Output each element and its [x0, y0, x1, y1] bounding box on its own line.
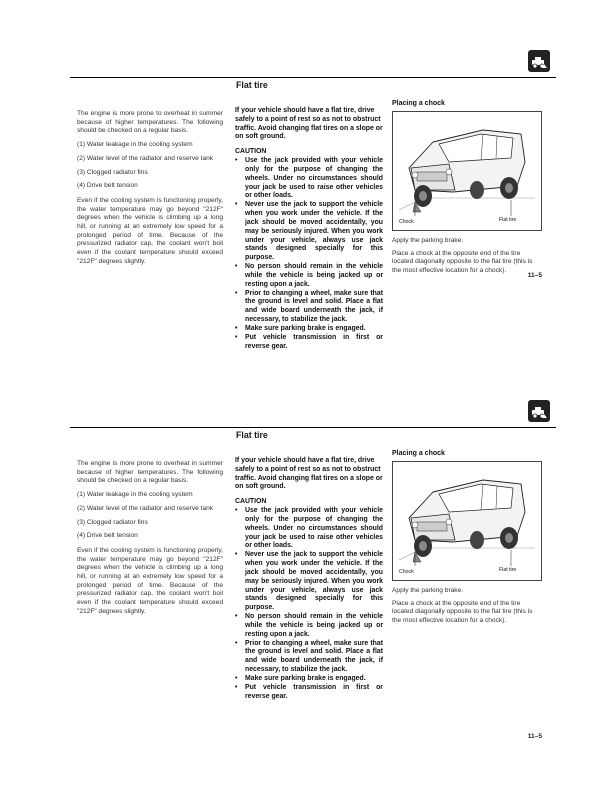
- caution-heading: CAUTION: [235, 148, 267, 156]
- bullet-icon: •: [235, 157, 238, 165]
- list-item: • Use the jack provided with your vehicle only for the purpose of changing the wheels. Under no circumstances should your jack be used to raise other vehicles or other loads.: [235, 507, 383, 550]
- bullet-icon: •: [235, 263, 238, 271]
- figure-title: Placing a chock: [392, 100, 445, 107]
- list-item: (1) Water leakage in the cooling system: [77, 491, 193, 499]
- list-item: • Put vehicle transmission in first or reverse gear.: [235, 683, 383, 700]
- list-item: • Prior to changing a wheel, make sure that the ground is level and solid. Place a flat and wide board underneath the jack, if necessary, to stabilize the jack.: [235, 639, 383, 674]
- bullet-icon: •: [235, 333, 238, 341]
- bullet-icon: •: [235, 613, 238, 621]
- vehicle-chock-illustration: [392, 111, 542, 231]
- list-item: • Put vehicle transmission in first or reverse gear.: [235, 333, 383, 350]
- list-item: • Never use the jack to support the vehicle when you work under the vehicle. If the jack should be moved accidentally, you may be seriously injured. When you work under your vehicle, always use jack stands designed specially for this purpose.: [235, 551, 383, 612]
- bullet-icon: •: [235, 201, 238, 209]
- bullet-icon: •: [235, 507, 238, 515]
- page-section-bottom: [0, 400, 612, 750]
- flat-tire-label: Flat tire: [499, 567, 517, 574]
- bullet-icon: •: [235, 639, 238, 647]
- cooling-text: [77, 110, 223, 272]
- list-item: • Prior to changing a wheel, make sure that the ground is level and solid. Place a flat and wide board underneath the jack, if necessary, to stabilize the jack.: [235, 289, 383, 324]
- chock-placement-text: Place a chock at the opposite end of the tire located diagonally opposite to the flat tire (this is the most effective location for a chock).: [392, 249, 533, 274]
- parking-brake-text: Apply the parking brake.: [392, 587, 464, 595]
- chock-label: Chock: [399, 219, 414, 226]
- bullet-icon: •: [235, 324, 238, 332]
- vehicle-chock-illustration: [392, 461, 542, 581]
- flat-tire-label: Flat tire: [499, 217, 517, 224]
- cooling-text: [77, 460, 223, 622]
- bullet-icon: •: [235, 289, 238, 297]
- list-item: (4) Drive belt tension: [77, 532, 138, 540]
- figure-title: Placing a chock: [392, 450, 445, 457]
- list-item: (2) Water level of the radiator and reserve tank: [77, 504, 214, 512]
- list-item: (1) Water leakage in the cooling system: [77, 141, 193, 149]
- list-item: (4) Drive belt tension: [77, 182, 138, 190]
- warning-text: If your vehicle should have a flat tire, drive safely to a point of rest so as not to obstruct traffic. Avoid changing flat tires on a slope or on soft ground.: [235, 457, 383, 491]
- list-item: (2) Water level of the radiator and reserve tank: [77, 154, 214, 162]
- list-item: • Make sure parking brake is engaged.: [235, 674, 366, 682]
- warning-text: If your vehicle should have a flat tire, drive safely to a point of rest so as not to obstruct traffic. Avoid changing flat tires on a slope or on soft ground.: [235, 107, 383, 141]
- list-item: (3) Clogged radiator fins: [77, 168, 148, 176]
- chock-section: [392, 99, 542, 275]
- vehicle-drawing: [393, 462, 541, 580]
- chock-placement-text: Place a chock at the opposite end of the tire located diagonally opposite to the flat tire (this is the most effective location for a chock).: [392, 599, 533, 624]
- car-jack-icon: [528, 50, 550, 72]
- intro-text: The engine is more prone to overheat in summer because of higher temperatures. The following should be checked on a regular basis.: [77, 110, 223, 135]
- caution-list: [235, 507, 383, 701]
- list-item: • Use the jack provided with your vehicle only for the purpose of changing the wheels. Under no circumstances should your jack be used to raise other vehicles or other loads.: [235, 157, 383, 200]
- list-item: • No person should remain in the vehicle while the vehicle is being jacked up or resting upon a jack.: [235, 263, 383, 288]
- header-rule: [70, 427, 556, 428]
- intro-text: The engine is more prone to overheat in summer because of higher temperatures. The following should be checked on a regular basis.: [77, 460, 223, 485]
- header-rule: [70, 77, 556, 78]
- caution-list: [235, 157, 383, 351]
- page-title: Flat tire: [236, 430, 268, 440]
- list-item: (3) Clogged radiator fins: [77, 518, 148, 526]
- chock-section: [392, 449, 542, 625]
- overheat-text: Even if the cooling system is functioning properly, the water temperature may go beyond "212F" degrees when the vehicle is climbing up a long hill, or running at an extremely low speed for a prolonged period of time. Because of the pressurized radiator cap, the coolant won't boil even if the coolant temperature should exceed "212F" degrees slightly.: [77, 196, 223, 265]
- parking-brake-text: Apply the parking brake.: [392, 237, 464, 245]
- list-item: • Make sure parking brake is engaged.: [235, 324, 366, 332]
- flat-tire-instructions: [235, 457, 383, 701]
- page-number: 11–5: [527, 272, 542, 279]
- overheat-text: Even if the cooling system is functioning properly, the water temperature may go beyond "212F" degrees when the vehicle is climbing up a long hill, or running at an extremely low speed for a prolonged period of time. Because of the pressurized radiator cap, the coolant won't boil even if the coolant temperature should exceed "212F" degrees slightly.: [77, 546, 223, 615]
- bullet-icon: •: [235, 551, 238, 559]
- list-item: • Never use the jack to support the vehicle when you work under the vehicle. If the jack should be moved accidentally, you may be seriously injured. When you work under your vehicle, always use jack stands designed specially for this purpose.: [235, 201, 383, 262]
- car-jack-icon: [528, 400, 550, 422]
- caution-heading: CAUTION: [235, 498, 267, 506]
- chock-label: Chock: [399, 569, 414, 576]
- page-title: Flat tire: [236, 80, 268, 90]
- vehicle-drawing: [393, 112, 541, 230]
- flat-tire-instructions: [235, 107, 383, 351]
- bullet-icon: •: [235, 674, 238, 682]
- bullet-icon: •: [235, 683, 238, 691]
- page-section-top: [0, 50, 612, 400]
- page-number: 11–5: [527, 733, 542, 740]
- check-list: [77, 141, 223, 191]
- check-list: [77, 491, 223, 541]
- list-item: • No person should remain in the vehicle while the vehicle is being jacked up or resting upon a jack.: [235, 613, 383, 638]
